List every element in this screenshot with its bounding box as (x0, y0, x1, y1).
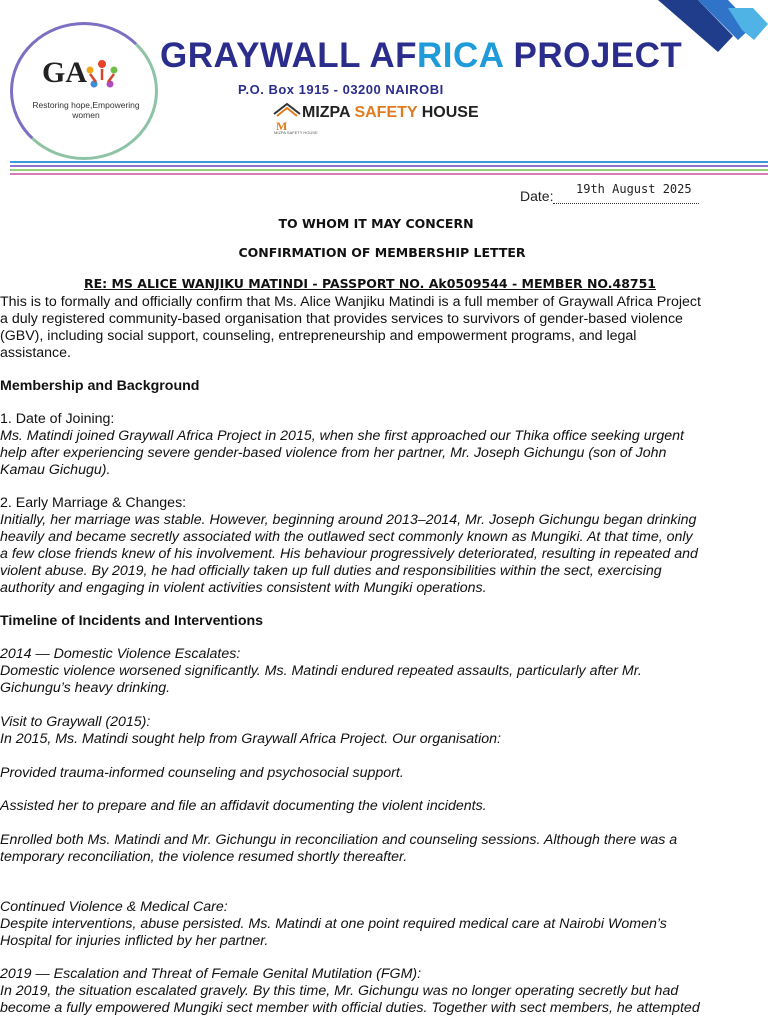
header-stripe-purple (10, 165, 768, 167)
logo (24, 34, 144, 144)
logo-tagline: Restoring hope,Empowering women (32, 100, 140, 120)
text-line: In 2019, the situation escalated gravely. By this time, Mr. Gichungu was no longer operating secretly but had (0, 983, 679, 999)
org-name-part: PROJECT (503, 36, 683, 75)
house-roof-icon (272, 100, 302, 134)
org-name-part: GRAYWALL AF (160, 36, 417, 75)
text-line: become a fully empowered Mungiki sect member with official duties. Together with sect members, he attempted (0, 1000, 700, 1016)
timeline-2014-body (0, 663, 768, 697)
header-stripe-pink (10, 173, 768, 175)
to-whom-heading: TO WHOM IT MAY CONCERN (278, 216, 474, 231)
header-stripe-green (10, 169, 768, 171)
section-heading-timeline: Timeline of Incidents and Interventions (0, 613, 264, 629)
mizpa-small-caption: MIZPA SAFETY HOUSE (274, 130, 318, 135)
text-line: Despite interventions, abuse persisted. Ms. Matindi at one point required medical care at Nairobi Women’s (0, 916, 667, 932)
continued-body (0, 916, 768, 950)
assisted-line: Assisted her to prepare and file an affidavit documenting the violent incidents. (0, 798, 487, 814)
mizpa-name-part: HOUSE (417, 104, 479, 121)
text-line: Kamau Gichugu). (0, 462, 111, 478)
timeline-2019-body (0, 983, 768, 1017)
item2-body (0, 512, 768, 597)
re-line: RE: MS ALICE WANJIKU MATINDI - PASSPORT NO. Ak0509544 - MEMBER NO.48751 (83, 276, 657, 291)
mizpa-name-part: MIZPA (302, 104, 355, 121)
text-line: a duly registered community-based organisation that provides services to survivors of gender-based violence (0, 311, 683, 327)
text-line: Ms. Matindi joined Graywall Africa Project in 2015, when she first approached our Thika office seeking urgent (0, 428, 684, 444)
item1-title: 1. Date of Joining: (0, 411, 115, 427)
item2-title: 2. Early Marriage & Changes: (0, 495, 187, 511)
people-figures-icon (82, 56, 122, 96)
intro-paragraph (0, 294, 768, 362)
item1-body (0, 428, 768, 479)
text-line: a few close friends knew of his involvement. His behaviour progressively deteriorated, resulting in repeated and (0, 546, 698, 562)
text-line: (GBV), including social support, counseling, entrepreneurship and empowerment programs, and legal (0, 328, 637, 344)
visit-title: Visit to Graywall (2015): (0, 714, 151, 730)
text-line: authority and engaging in violent activities consistent with Mungiki operations. (0, 580, 487, 596)
mizpa-logo (272, 100, 502, 140)
po-box-address: P.O. Box 1915 - 03200 NAIROBI (238, 82, 444, 97)
header-stripe-blue (10, 161, 768, 163)
text-line: Domestic violence worsened significantly. Ms. Matindi endured repeated assaults, particularly after Mr. (0, 663, 642, 679)
org-name-accent: RICA (417, 36, 504, 75)
section-heading-membership: Membership and Background (0, 378, 200, 394)
text-line: This is to formally and officially confirm that Ms. Alice Wanjiku Matindi is a full member of Graywall Africa Project (0, 294, 701, 310)
enrolled-paragraph (0, 832, 768, 866)
text-line: Initially, her marriage was stable. However, beginning around 2013–2014, Mr. Joseph Gichungu began drinking (0, 512, 697, 528)
text-line: violent abuse. By 2019, he had officially taken up full duties and responsibilities within the sect, exercising (0, 563, 662, 579)
continued-title: Continued Violence & Medical Care: (0, 899, 228, 915)
text-line: Hospital for injuries inflicted by her partner. (0, 933, 269, 949)
mizpa-name (302, 104, 479, 122)
letter-title: CONFIRMATION OF MEMBERSHIP LETTER (238, 245, 526, 260)
provided-line: Provided trauma-informed counseling and psychosocial support. (0, 765, 404, 781)
date-label: Date: (520, 188, 554, 204)
text-line: help after experiencing severe gender-based violence from her partner, Mr. Joseph Gichungu (son of John (0, 445, 667, 461)
date-value: 19th August 2025 (576, 182, 692, 196)
visit-body: In 2015, Ms. Matindi sought help from Graywall Africa Project. Our organisation: (0, 731, 501, 747)
timeline-2014-title: 2014 — Domestic Violence Escalates: (0, 646, 241, 662)
organization-name (160, 36, 682, 76)
text-line: Enrolled both Ms. Matindi and Mr. Gichungu in reconciliation and counseling sessions. Although there was a (0, 832, 678, 848)
text-line: Gichungu’s heavy drinking. (0, 680, 171, 696)
svg-text:M: M (276, 119, 288, 133)
logo-initials: GA (42, 56, 87, 89)
mizpa-name-accent: SAFETY (354, 104, 418, 121)
text-line: temporary reconciliation, the violence resumed shortly thereafter. (0, 849, 408, 865)
text-line: assistance. (0, 345, 71, 361)
timeline-2019-title: 2019 — Escalation and Threat of Female Genital Mutilation (FGM): (0, 966, 422, 982)
text-line: heavily and became secretly associated with the outlawed sect commonly known as Mungiki. At that time, only (0, 529, 693, 545)
